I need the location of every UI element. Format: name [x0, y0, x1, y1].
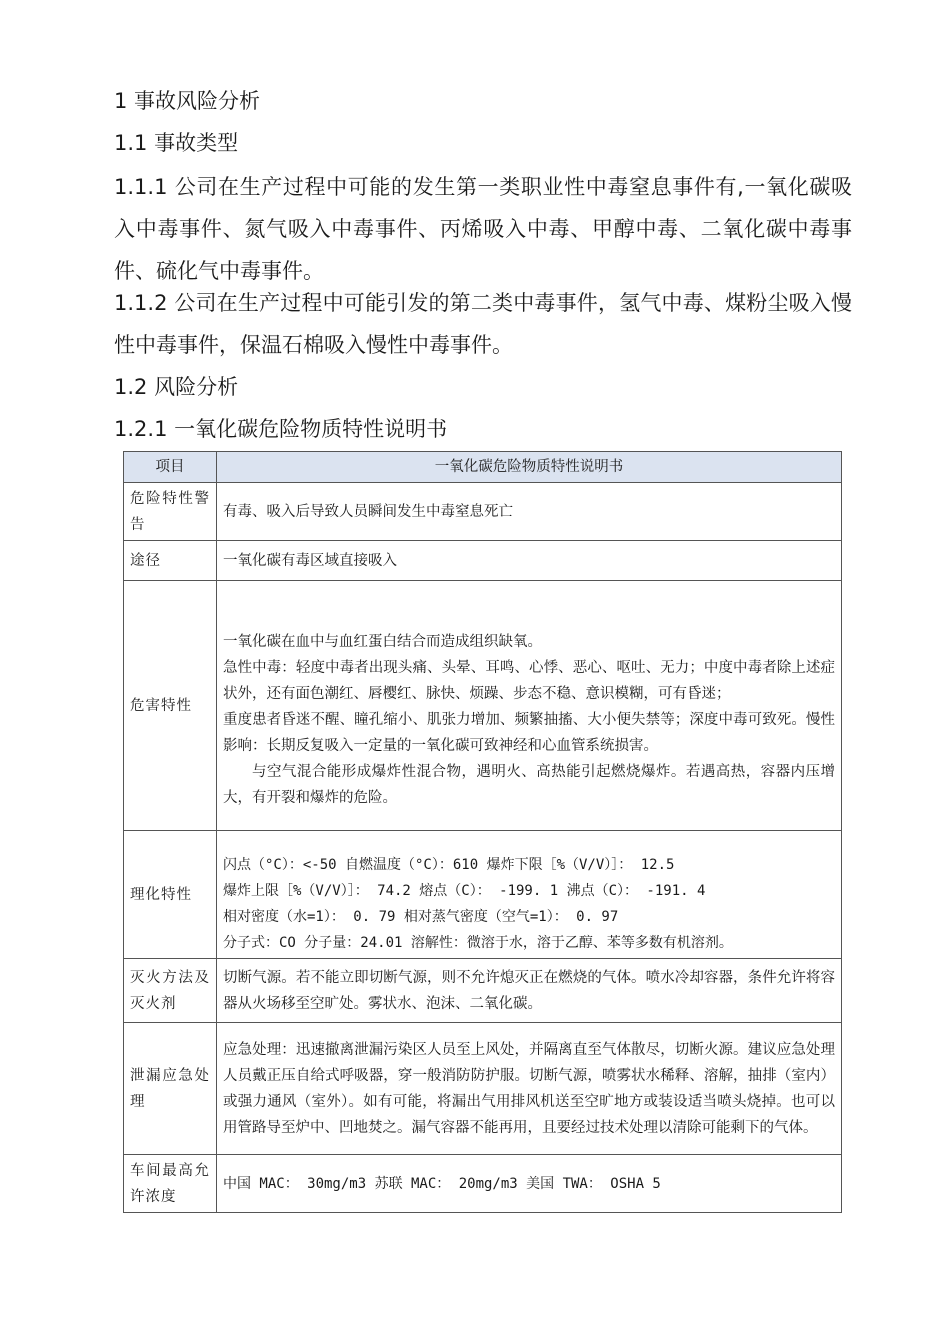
row-label-hazard-warning: 危险特性警告 — [124, 483, 217, 541]
row-content-route: 一氧化碳有毒区域直接吸入 — [217, 541, 842, 581]
row-content-leak-response: 应急处理：迅速撤离泄漏污染区人员至上风处，并隔离直至气体散尽，切断火源。建议应急处理人员戴正压自给式呼吸器，穿一般消防防护服。切断气源，喷雾状水稀释、溶解，抽排（室内）或强力通风（室外）。如有可能，将漏出气用排风机送至空旷地方或装设适当喷头烧掉。也可以用管路导至炉中、凹地焚之。漏气容器不能再用，且要经过技术处理以清除可能剩下的气体。 — [217, 1023, 842, 1155]
heading-1-1: 1.1 事故类型 — [114, 131, 239, 155]
row-label-fire-fighting: 灭火方法及灭火剂 — [124, 959, 217, 1023]
table-row — [124, 831, 842, 959]
row-content-hazard-properties: 一氧化碳在血中与血红蛋白结合而造成组织缺氧。 急性中毒：轻度中毒者出现头痛、头晕、耳鸣、心悸、恶心、呕吐、无力；中度中毒者除上述症状外，还有面色潮红、唇樱红、脉快、烦躁、步态不稳、意识模糊，可有昏迷； 重度患者昏迷不醒、瞳孔缩小、肌张力增加、频繁抽搐、大小便失禁等；深度中毒可致死。慢性影响：长期反复吸入一定量的一氧化碳可致神经和心血管系统损害。 与空气混合能形成爆炸性混合物，遇明火、高热能引起燃烧爆炸。若遇高热，容器内压增大，有开裂和爆炸的危险。 — [217, 581, 842, 831]
paragraph-1-1-2: 1.1.2 公司在生产过程中可能引发的第二类中毒事件，氢气中毒、煤粉尘吸入慢性中毒事件，保温石棉吸入慢性中毒事件。 — [114, 291, 852, 357]
table-row — [124, 959, 842, 1023]
table-row — [124, 541, 842, 581]
row-content-physicochemical: 闪点（°C）：<-50 自燃温度（°C）：610 爆炸下限［%（V/V）］： 12.5 爆炸上限［%（V/V）］： 74.2 熔点（C）： -199. 1 沸点（C）： -191. 4 相对密度（水=1）： 0. 79 相对蒸气密度（空气=1）： 0. 97 分子式：CO 分子量：24.01 溶解性：微溶于水，溶于乙醇、苯等多数有机溶剂。 — [217, 831, 842, 959]
row-content-max-concentration: 中国 MAC： 30mg/m3 苏联 MAC： 20mg/m3 美国 TWA： OSHA 5 — [217, 1155, 842, 1213]
table-row — [124, 1155, 842, 1213]
heading-1-2: 1.2 风险分析 — [114, 375, 239, 399]
heading-1-2-1: 1.2.1 一氧化碳危险物质特性说明书 — [114, 417, 448, 441]
table-row — [124, 1023, 842, 1155]
row-label-physicochemical: 理化特性 — [124, 831, 217, 959]
table-header-row — [124, 452, 842, 483]
heading-1: 1 事故风险分析 — [114, 89, 261, 113]
row-content-hazard-warning: 有毒、吸入后导致人员瞬间发生中毒窒息死亡 — [217, 483, 842, 541]
table-row — [124, 581, 842, 831]
co-properties-table — [123, 451, 842, 1213]
row-label-max-concentration: 车间最高允许浓度 — [124, 1155, 217, 1213]
row-label-hazard-properties: 危害特性 — [124, 581, 217, 831]
table-row — [124, 483, 842, 541]
row-content-fire-fighting: 切断气源。若不能立即切断气源，则不允许熄灭正在燃烧的气体。喷水冷却容器，条件允许将容器从火场移至空旷处。雾状水、泡沫、二氧化碳。 — [217, 959, 842, 1023]
row-label-route: 途径 — [124, 541, 217, 581]
paragraph-1-1-1: 1.1.1 公司在生产过程中可能的发生第一类职业性中毒窒息事件有,一氧化碳吸入中毒事件、氮气吸入中毒事件、丙烯吸入中毒、甲醇中毒、二氧化碳中毒事件、硫化气中毒事件。 — [114, 175, 852, 283]
row-label-leak-response: 泄漏应急处理 — [124, 1023, 217, 1155]
header-item: 项目 — [124, 452, 217, 483]
header-title: 一氧化碳危险物质特性说明书 — [217, 452, 842, 483]
